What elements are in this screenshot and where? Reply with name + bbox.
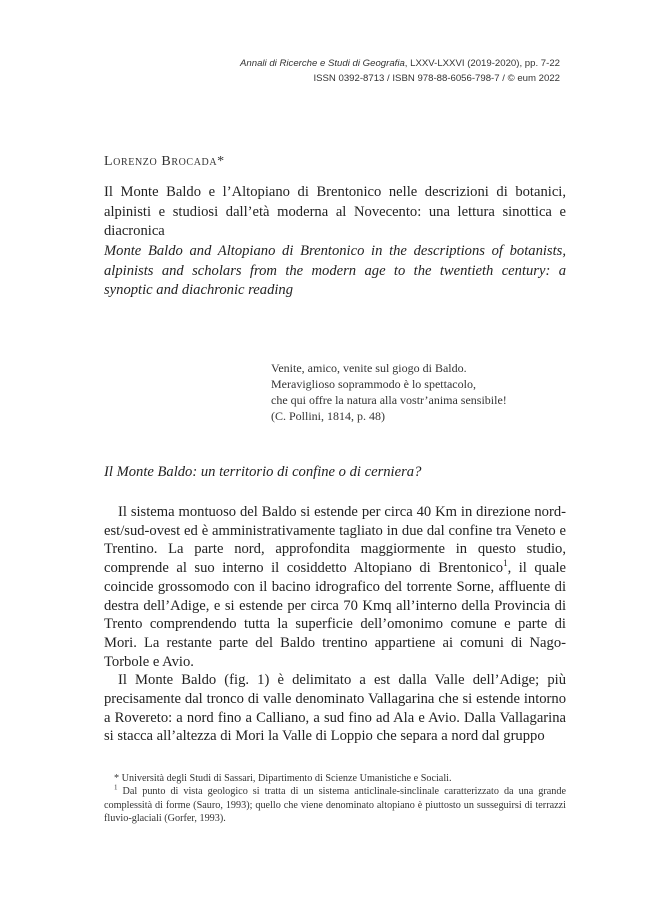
footnote-affiliation: * Università degli Studi di Sassari, Dipartimento di Scienze Umanistiche e Sociali. [114, 773, 452, 784]
epigraph [271, 360, 571, 424]
section-heading: Il Monte Baldo: un territorio di confine o di cerniera? [104, 464, 422, 480]
journal-issn: ISSN 0392-8713 / ISBN 978-88-6056-798-7 / © eum 2022 [313, 73, 560, 84]
footnotes [104, 772, 566, 826]
author-line [104, 154, 225, 170]
epigraph-line: che qui offre la natura alla vostr’anima sensibile! [271, 393, 507, 407]
journal-citation-line [240, 56, 560, 71]
footnote-ref[interactable]: 1 [503, 558, 508, 569]
epigraph-line: Meraviglioso soprammodo è lo spettacolo, [271, 377, 476, 391]
body-paragraph: Il Monte Baldo (fig. 1) è delimitato a est dalla Valle dell’Adige; più precisamente dal tronco di valle denominato Vallagarina che si estende intorno a Rovereto: a nord fino a Calliano, a sud fino ad Ala e Avio. Dalla Vallagarina si stacca all’altezza di Mori la Valle di Loppio che separa a nord dal gruppo [104, 672, 566, 745]
body-paragraph: Il sistema montuoso del Baldo si estende per circa 40 Km in direzione nord-est/sud-ovest ed è amministrativamente tagliato in due dal confine tra Veneto e Trentino. La parte nord, approfondita maggiormente in questo studio, comprende al suo interno il cosiddetto Altopiano di Brentonico$^1$, il quale coincide grossomodo con il bacino idrografico del torrente Sorne, affluente di destra dell’Adige, e si estende per circa 70 Kmq all’interno della Provincia di Trento comprendendo tutta la superficie dell’omonimo comune e parte di Mori. La restante parte del Baldo trentino appartiene ai comuni di Nago-Torbole e Avio. [104, 504, 566, 670]
epigraph-citation: (C. Pollini, 1814, p. 48) [271, 409, 386, 423]
epigraph-line: Venite, amico, venite sul giogo di Baldo. [271, 361, 467, 375]
journal-header [240, 56, 560, 86]
journal-title: Annali di Ricerche e Studi di Geografia [240, 58, 405, 69]
body-text [104, 503, 566, 746]
article-title-english: Monte Baldo and Altopiano di Brentonico in the descriptions of botanists, alpinists and scholars from the modern age to the twentieth century: a synoptic and diachronic reading [104, 243, 566, 298]
article-title-italian: Il Monte Baldo e l’Altopiano di Brentonico nelle descrizioni di botanici, alpinisti e studiosi dall’età moderna al Novecento: una lettura sinottica e diacronica [104, 184, 566, 239]
journal-volume: , LXXV-LXXVI (2019-2020), pp. 7-22 [404, 58, 560, 69]
author-footnote-mark: * [217, 154, 225, 169]
author-name: Lorenzo Brocada [104, 154, 218, 169]
footnote-1: $^1$ Dal punto di vista geologico si tratta di un sistema anticlinale-sinclinale caratterizzato da una grande complessità di forme (Sauro, 1993); quello che viene denominato altopiano è piuttosto un susseguirsi di terrazzi fluvio-glaciali (Gorfer, 1993). [104, 784, 566, 825]
